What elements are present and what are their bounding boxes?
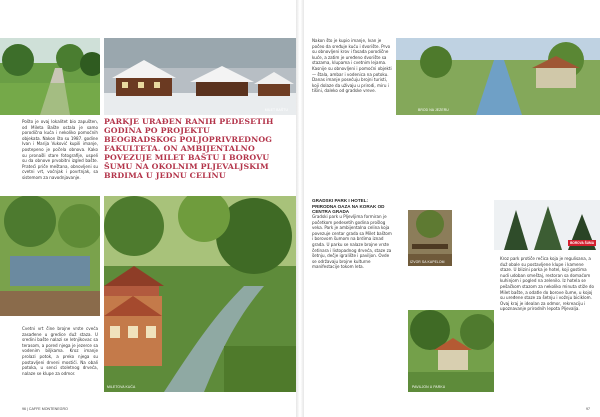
column-text: Gradski park u Pljevljima formiran je početkom pedesetih godina prošlog veka. Park je ambijentalna celina koja povezuje centar grada sa Milet baštom i borovom šumom na brdima iznad grada. U parku se nalaze brojne vrste četinara i listopadnog drveća, staze za šetnju, dečje igralište i paviljon. Ovde se održavaju brojne kulturne manifestacije tokom leta. [312,214,392,270]
column-text: Kroz park protiče rečica koja je regulisana, a duž obale su postavljene klupe i kamene staze. U blizini parka je hotel, koji gostima nudi udoban smeštaj, restoran sa domaćom kuhinjom i pogled na zelenilo. Iz hotela se pešačkom stazom za nekoliko minuta stiže do Milet bašte, a odatle do borove šume, u kojoj su uređene staze za šetnju i vožnju biciklom. Ovaj kraj je idealan za odmor, rekreaciju i upoznavanje prirodnih lepota Pljevalja. [500,256,594,312]
page-footer: 96 | CAFFE MONTENEGRO [22,407,68,411]
article-headline: PARKJE URAĐEN RANIH PEDESETIH GODINA PO PROJEKTU BEOGRADSKOG POLJOPRIVREDNOG FAKULTETA. ON AMBIJENTALNO POVEZUJE MILET BAŠTU I BOROVU ŠUMU NA OKOLNIM PLJEVALJSKIM BRDIMA U JEDNU CELINU [104,117,274,180]
bottom-paragraph: Cvetni vrt čine brojne vrste cveća zasađene u gredice duž staza. U sredini bašte nalazi se letnjikovac sa terasom, a pored njega je jezerce sa vodenim biljkama. Kroz imanje prolazi potok, a preko njega su postavljeni drveni mostići. Na obali potoka, u senci stoletnog drveća, nalaze se klupe za odmor. [22,326,98,376]
winter-house-photo [104,38,296,115]
pine-forest-photo [494,200,600,250]
page-footer: 97 [586,407,590,411]
photo-caption: PAVILJON U PARKU [412,385,446,389]
column-text: Nakon što je kupio imanje, Ivan je počeo da sređuje kuću i dvorište. Prvo su obnovljeni krov i fasada porodične kuće, a zatim je uređeno dvorište sa stazama, klupama i cvetnim lejama. Kasnije su obnovljeni i pomoćni objekti — štala, ambar i vodenica na potoku. Danas imanje posećuju brojni turisti, koji dolaze da uživaju u prirodi, miru i tišini, daleko od gradske vreve. [312,38,392,94]
left-page [0,0,296,417]
pond-photo [0,196,100,316]
photo-badge: BOROVA ŠUMA [570,241,594,245]
photo-caption: BROD NA JEZERU [418,108,449,112]
section-subhead: GRADSKI PARK I HOTEL: PRIRODNA OAZA NA KORAK OD CENTRA GRADA [312,198,385,215]
photo-caption: MILETOVA KUĆA [107,385,136,389]
photo-caption: MILET BAŠTU [264,108,288,112]
canal-photo [396,38,600,115]
page-gutter [296,0,304,417]
house-photo [104,296,162,392]
right-page [304,0,600,417]
photo-caption: IZVOR SA KAPELOM [410,260,445,264]
park-path-photo [0,38,100,115]
intro-paragraph: Pošto je ovaj lokalitet bio zapušten, od Mileta Bašte ostala je samo porodična kuća i nekoliko pomoćnih objekata. Nakon što su 1987. godine Ivan i Marija Vuković kupili imanje, postepeno je počela obnova. Kako su pronašli stare fotografije, uspeli su da obnove prvobitni izgled bašte. Prateći priče meštana, obnovljeni su cvetni vrt, voćnjak i povrtnjak, sa sistemom za navodnjavanje. [22,119,98,180]
bench-photo [408,210,452,266]
pavilion-photo [408,310,494,392]
